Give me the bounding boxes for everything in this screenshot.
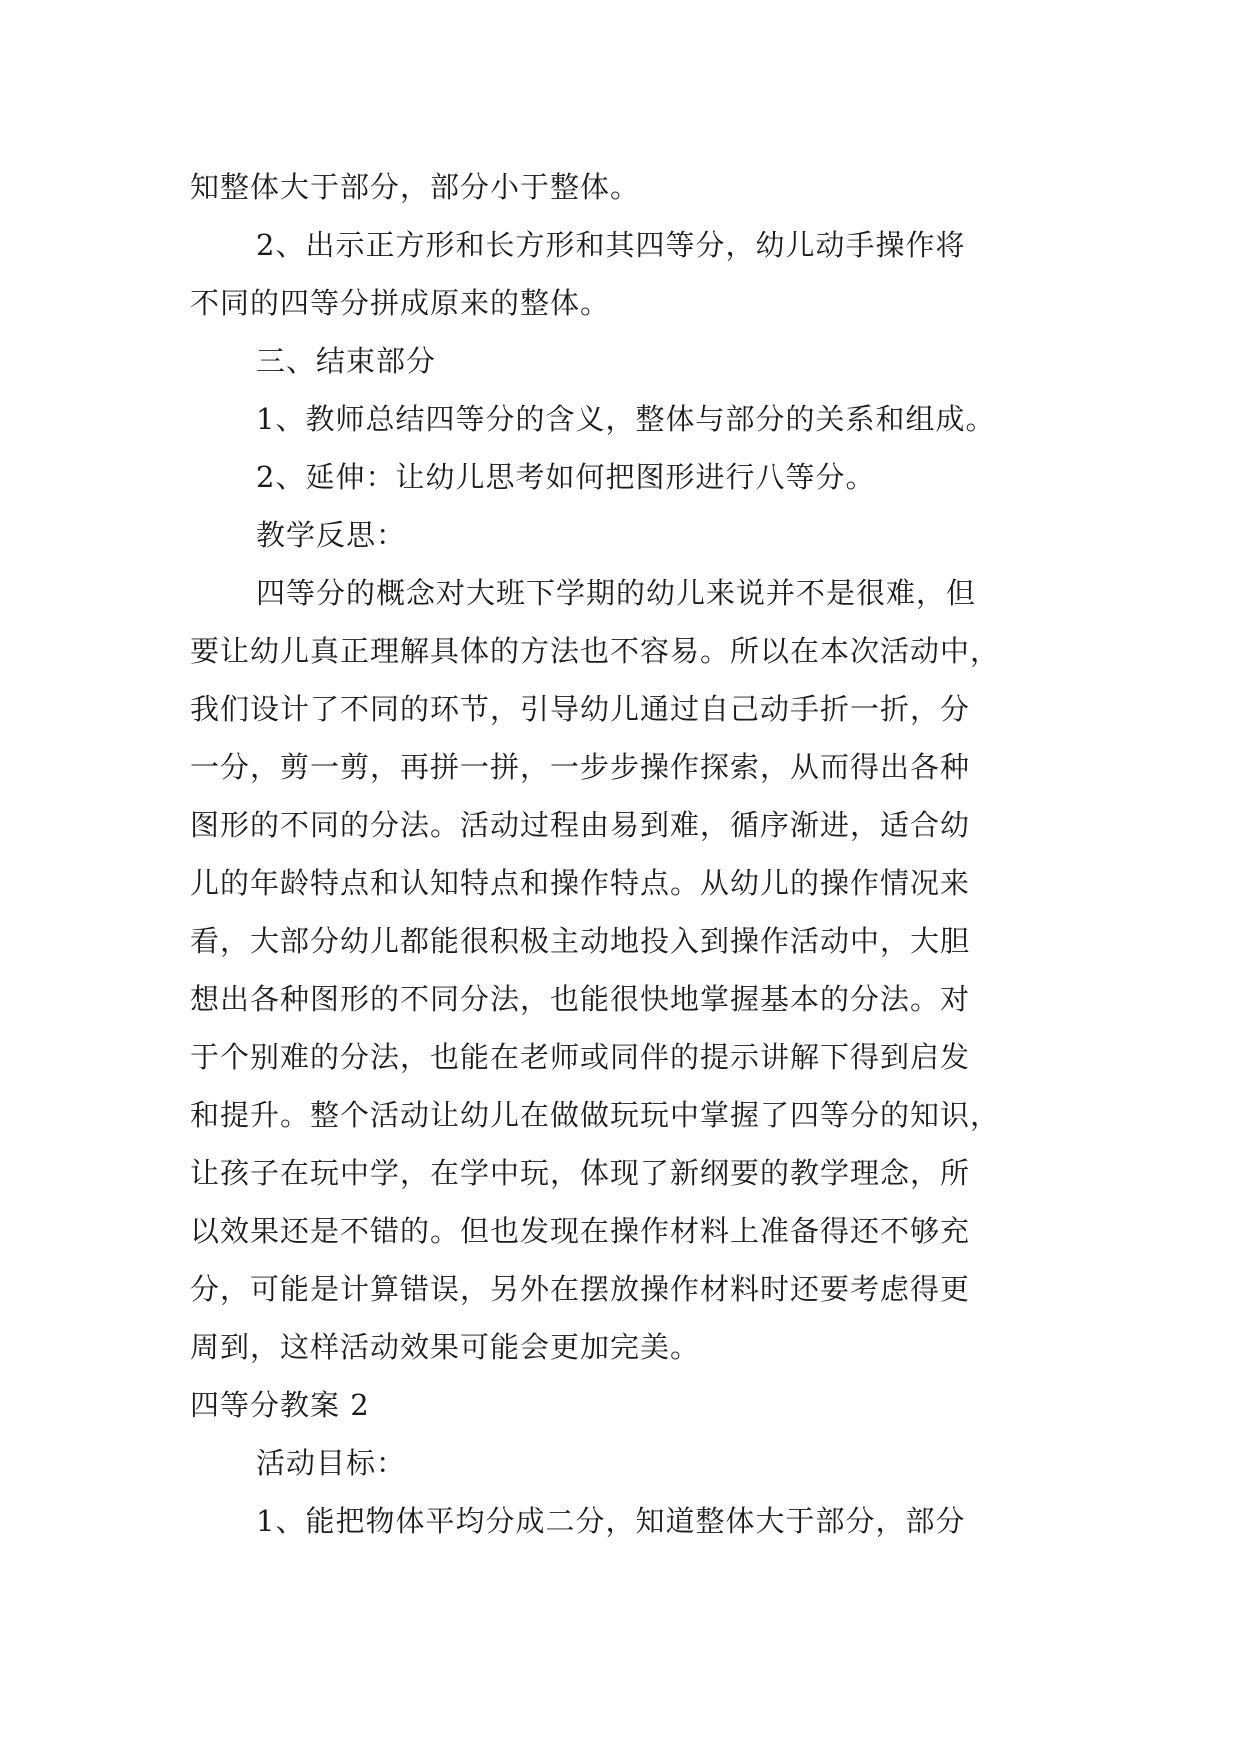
- paragraph-line: 一分，剪一剪，再拼一拼，一步步操作探索，从而得出各种: [190, 750, 971, 784]
- section-heading: 活动目标：: [256, 1446, 407, 1480]
- paragraph-line: 2、出示正方形和长方形和其四等分，幼儿动手操作将: [256, 228, 966, 262]
- paragraph-line: 2、延伸：让幼儿思考如何把图形进行八等分。: [256, 460, 876, 494]
- document-body: [190, 158, 1050, 1550]
- paragraph-line: 不同的四等分拼成原来的整体。: [190, 286, 611, 320]
- paragraph-line: 和提升。整个活动让幼儿在做做玩玩中掌握了四等分的知识，: [190, 1098, 1001, 1132]
- section-heading: 三、结束部分: [256, 344, 437, 378]
- paragraph-line: 四等分的概念对大班下学期的幼儿来说并不是很难，但: [256, 576, 977, 610]
- paragraph-line: 分，可能是计算错误，另外在摆放操作材料时还要考虑得更: [190, 1272, 971, 1306]
- paragraph-line: 图形的不同的分法。活动过程由易到难，循序渐进，适合幼: [190, 808, 971, 842]
- section-heading: 教学反思：: [256, 518, 407, 552]
- paragraph-line: 儿的年龄特点和认知特点和操作特点。从幼儿的操作情况来: [190, 866, 971, 900]
- paragraph-line: 1、能把物体平均分成二分，知道整体大于部分，部分: [256, 1504, 966, 1538]
- paragraph-line: 知整体大于部分，部分小于整体。: [190, 170, 641, 204]
- document-title: 四等分教案 2: [190, 1388, 370, 1422]
- paragraph-line: 我们设计了不同的环节，引导幼儿通过自己动手折一折，分: [190, 692, 971, 726]
- paragraph-line: 以效果还是不错的。但也发现在操作材料上准备得还不够充: [190, 1214, 971, 1248]
- paragraph-line: 1、教师总结四等分的含义，整体与部分的关系和组成。: [256, 402, 996, 436]
- paragraph-line: 让孩子在玩中学，在学中玩，体现了新纲要的教学理念，所: [190, 1156, 971, 1190]
- paragraph-line: 周到，这样活动效果可能会更加完美。: [190, 1330, 701, 1364]
- paragraph-line: 想出各种图形的不同分法，也能很快地掌握基本的分法。对: [190, 982, 971, 1016]
- paragraph-line: 看，大部分幼儿都能很积极主动地投入到操作活动中，大胆: [190, 924, 971, 958]
- paragraph-line: 要让幼儿真正理解具体的方法也不容易。所以在本次活动中，: [190, 634, 1001, 668]
- paragraph-line: 于个别难的分法，也能在老师或同伴的提示讲解下得到启发: [190, 1040, 971, 1074]
